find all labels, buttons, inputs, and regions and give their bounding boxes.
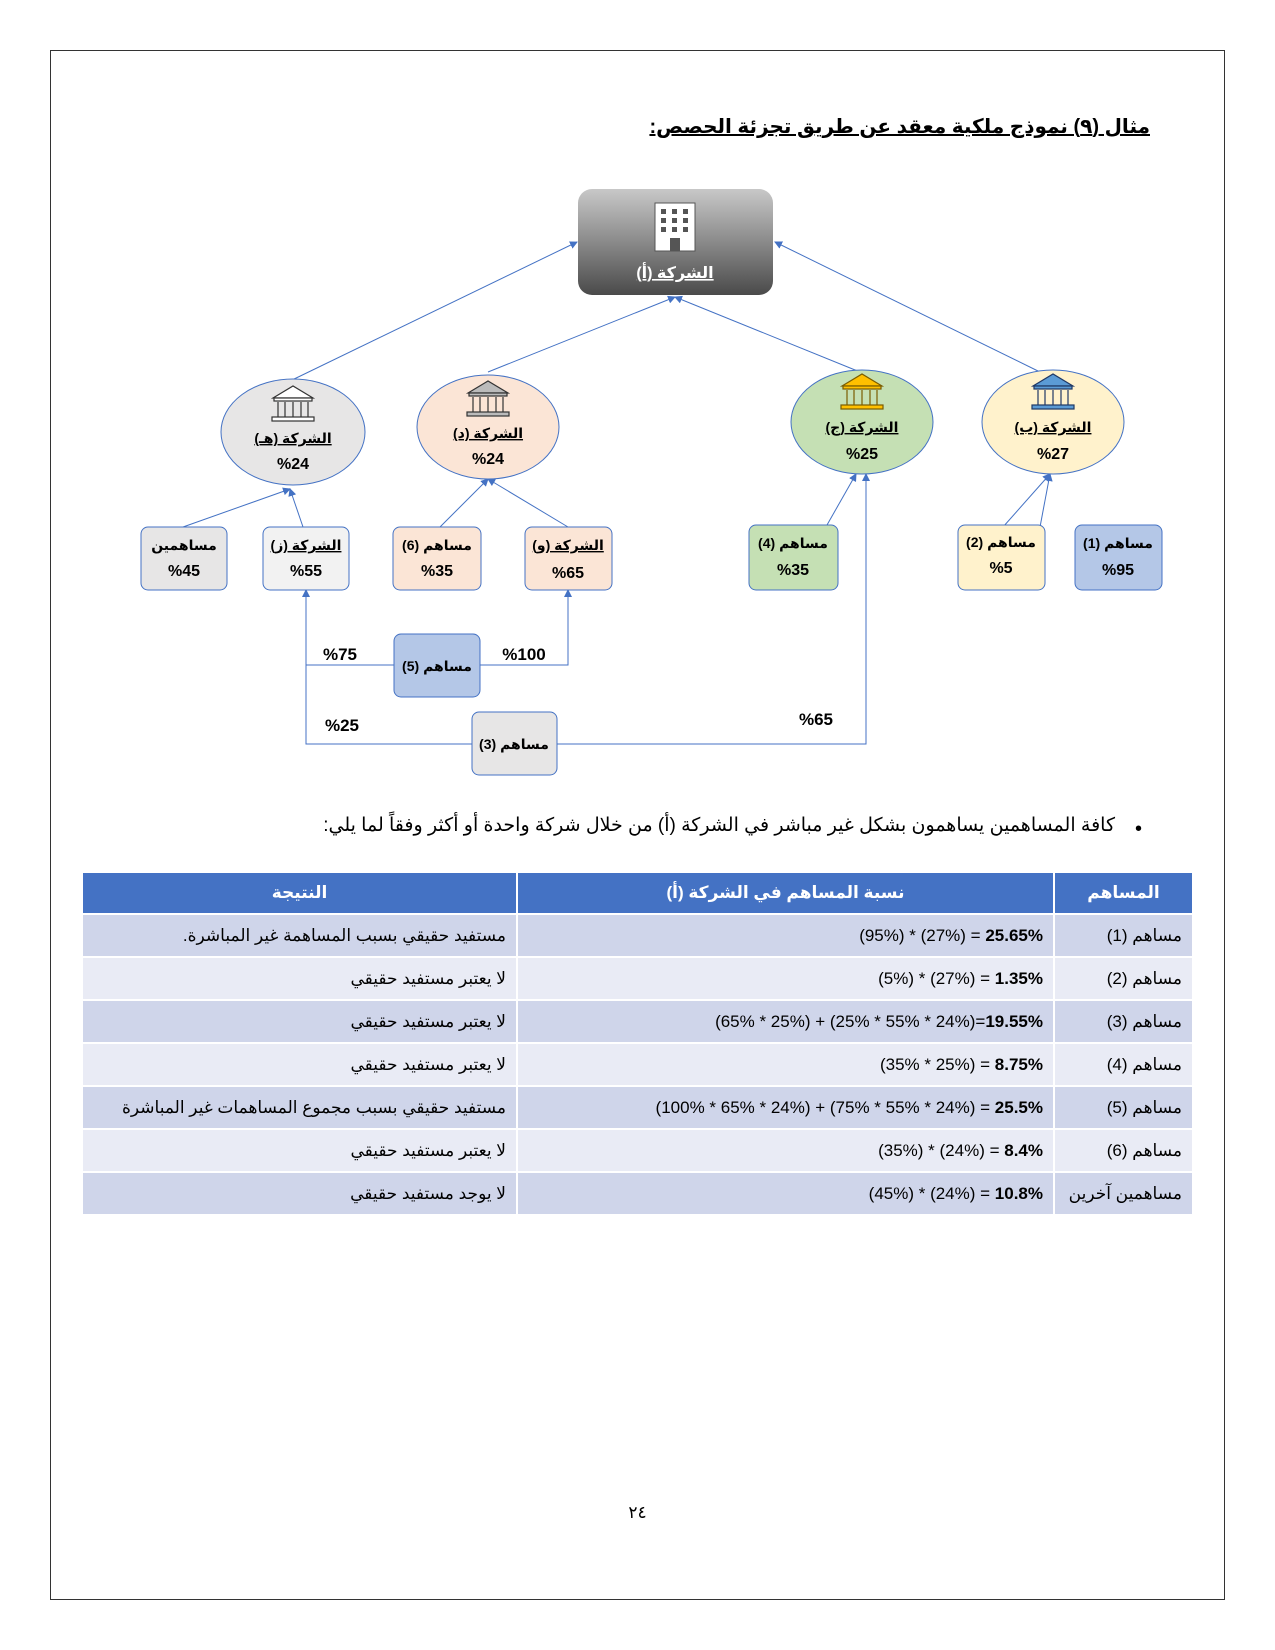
formula-value: 8.75% [994, 1054, 1043, 1074]
table-row [82, 1086, 1192, 1129]
formula-text: (35%) * (24%) = [878, 1140, 1005, 1160]
table-row [82, 1043, 1192, 1086]
company-e-pct: %24 [276, 456, 310, 473]
cell-shareholder: مساهمين آخرين [1054, 1172, 1192, 1214]
line-sh4-to-c [827, 474, 856, 525]
formula-value: 25.5% [994, 1097, 1043, 1117]
shareholder-6-node [393, 527, 481, 590]
page-title: مثال (٩) نموذج ملكية معقد عن طريق تجزئة الحصص: [649, 116, 1150, 138]
company-z-pct: %55 [289, 563, 323, 580]
cell-result: لا يعتبر مستفيد حقيقي [82, 1129, 517, 1172]
bullet-text: كافة المساهمين يساهمون بشكل غير مباشر في الشركة (أ) من خلال شركة واحدة أو أكثر وفقاً لما يلي: [323, 815, 1115, 836]
company-d-label: الشركة (د) [452, 425, 524, 441]
line-c-to-a [675, 297, 860, 372]
line-e-to-a [290, 242, 577, 381]
company-w-node [525, 527, 612, 590]
line-sh6-to-d [440, 479, 488, 527]
company-w-pct: %65 [551, 565, 585, 582]
cell-result: مستفيد حقيقي بسبب المساهمة غير المباشرة. [82, 914, 517, 957]
bullet-dot-icon: • [1134, 818, 1142, 840]
cell-shareholder: مساهم (2) [1054, 957, 1192, 1000]
company-e-node [221, 379, 365, 485]
connector-lines [183, 242, 1050, 744]
company-z-label: الشركة (ز) [270, 537, 342, 553]
others-pct: %45 [167, 563, 201, 580]
cell-formula [517, 914, 1054, 957]
table-row [82, 1129, 1192, 1172]
line-d-to-a [488, 297, 675, 372]
formula-value: 19.55% [985, 1011, 1043, 1031]
line-sh2-to-b [1003, 474, 1050, 527]
shareholder-3-label: مساهم (3) [479, 736, 549, 752]
ownership-diagram [0, 0, 1275, 800]
shareholder-2-pct: %5 [989, 560, 1013, 577]
formula-text: (5%) * (27%) = [878, 968, 995, 988]
cell-formula [517, 1086, 1054, 1129]
cell-result: لا يعتبر مستفيد حقيقي [82, 1043, 517, 1086]
line-w-to-d [488, 479, 568, 527]
formula-value: 10.8% [994, 1183, 1043, 1203]
cell-shareholder: مساهم (5) [1054, 1086, 1192, 1129]
shareholder-5-node [394, 634, 480, 697]
cell-formula [517, 1000, 1054, 1043]
others-node [141, 527, 227, 590]
shareholder-3-pct-to-c: %65 [798, 710, 834, 729]
company-b-node [982, 370, 1124, 474]
company-c-pct: %25 [845, 446, 879, 463]
shareholder-6-pct: %35 [420, 563, 454, 580]
cell-shareholder: مساهم (3) [1054, 1000, 1192, 1043]
company-c-node [791, 370, 933, 474]
cell-result: مستفيد حقيقي بسبب مجموع المساهمات غير المباشرة [82, 1086, 517, 1129]
line-b-to-a [775, 242, 1040, 372]
formula-value: 8.4% [1004, 1140, 1043, 1160]
company-a-label: الشركة (أ) [636, 265, 714, 282]
cell-formula [517, 1172, 1054, 1214]
company-d-node [417, 375, 559, 479]
shareholder-3-node [472, 712, 557, 775]
line-sh1-to-b [1040, 474, 1050, 527]
cell-result: لا يعتبر مستفيد حقيقي [82, 1000, 517, 1043]
line-sh3-to-c [557, 474, 866, 744]
formula-text: (65% * 25%) + (25% * 55% * 24%)= [715, 1011, 986, 1031]
shareholder-4-label: مساهم (4) [758, 535, 828, 551]
company-w-label: الشركة (و) [532, 537, 604, 553]
table-header-row [82, 873, 1192, 914]
shareholder-5-label: مساهم (5) [402, 658, 472, 674]
cell-result: لا يوجد مستفيد حقيقي [82, 1172, 517, 1214]
shareholder-4-pct: %35 [776, 562, 810, 579]
formula-text: (35% * 25%) = [879, 1054, 995, 1074]
shareholder-1-node [1075, 525, 1162, 590]
company-z-node [263, 527, 349, 590]
company-c-label: الشركة (ج) [825, 419, 899, 435]
building-icon [655, 203, 695, 251]
cell-result: لا يعتبر مستفيد حقيقي [82, 957, 517, 1000]
shareholder-2-node [958, 525, 1045, 590]
shareholder-5-pct-to-z: %75 [322, 645, 358, 664]
shareholder-1-pct: %95 [1101, 562, 1135, 579]
cell-shareholder: مساهم (6) [1054, 1129, 1192, 1172]
line-z-to-e [290, 489, 303, 527]
table-row [82, 1172, 1192, 1214]
ownership-table [81, 873, 1192, 1214]
header-formula: نسبة المساهم في الشركة (أ) [517, 873, 1054, 914]
company-a-node [578, 189, 773, 295]
line-others-to-e [183, 489, 290, 527]
table-row [82, 914, 1192, 957]
page-number: ٢٤ [628, 1503, 647, 1522]
company-b-label: الشركة (ب) [1014, 419, 1092, 435]
table-row [82, 957, 1192, 1000]
cell-shareholder: مساهم (4) [1054, 1043, 1192, 1086]
header-result: النتيجة [82, 873, 517, 914]
header-shareholder: المساهم [1054, 873, 1192, 914]
shareholder-6-label: مساهم (6) [402, 537, 472, 553]
cell-formula [517, 1129, 1054, 1172]
company-d-pct: %24 [471, 451, 505, 468]
shareholder-4-node [749, 525, 838, 590]
formula-value: 25.65% [985, 925, 1043, 945]
cell-shareholder: مساهم (1) [1054, 914, 1192, 957]
cell-formula [517, 957, 1054, 1000]
company-b-pct: %27 [1036, 446, 1070, 463]
shareholder-1-label: مساهم (1) [1083, 535, 1153, 551]
company-e-label: الشركة (هـ) [254, 430, 332, 446]
formula-text: (100% * 65% * 24%) + (75% * 55% * 24%) = [655, 1097, 995, 1117]
cell-formula [517, 1043, 1054, 1086]
table-row [82, 1000, 1192, 1043]
formula-text: (95%) * (27%) = [859, 925, 986, 945]
formula-text: (45%) * (24%) = [868, 1183, 995, 1203]
shareholder-5-pct-to-w: %100 [502, 645, 546, 664]
shareholder-2-label: مساهم (2) [966, 534, 1036, 550]
others-label: مساهمين [151, 537, 217, 553]
shareholder-3-pct-to-z: %25 [324, 716, 360, 735]
formula-value: 1.35% [994, 968, 1043, 988]
